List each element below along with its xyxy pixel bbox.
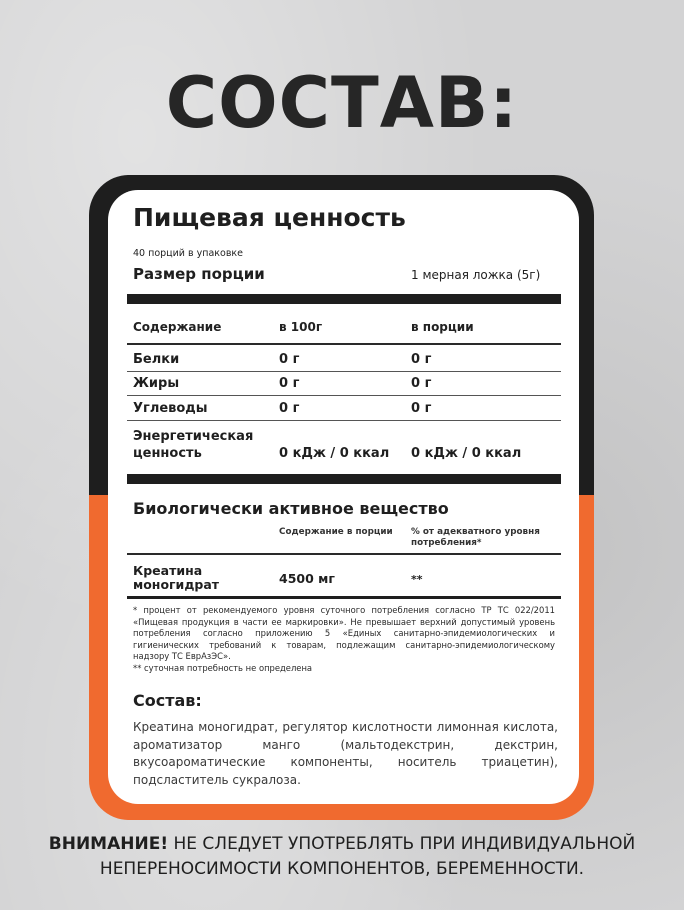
row-fat-per100: 0 г xyxy=(279,376,300,391)
composition-text: Креатина моногидрат, регулятор кислотности лимонная кислота, ароматизатор манго (мальтодекстрин, декстрин, вкусоароматические компоненты, носитель триацетин), подсластитель сукралоза. xyxy=(133,720,558,787)
warning-line-1-text: НЕ СЛЕДУЕТ УПОТРЕБЛЯТЬ ПРИ ИНДИВИДУАЛЬНОЙ xyxy=(168,834,636,854)
bio-divider xyxy=(127,553,561,555)
row-energy-per100: 0 кДж / 0 ккал xyxy=(279,446,390,461)
servings-note: 40 порций в упаковке xyxy=(133,248,244,259)
row-energy-label-2: ценность xyxy=(133,446,202,461)
footnote-note-2: ** суточная потребность не определена xyxy=(133,662,313,673)
row-divider xyxy=(127,420,561,421)
bio-title: Биологически активное вещество xyxy=(133,499,449,518)
warning-line-2: НЕПЕРЕНОСИМОСТИ КОМПОНЕНТОВ, БЕРЕМЕННОСТИ. xyxy=(99,859,585,879)
bio-name-1: Креатина xyxy=(133,563,203,578)
thick-divider xyxy=(127,474,561,484)
row-carbs-per-serving: 0 г xyxy=(411,401,432,416)
warning-text xyxy=(0,832,684,882)
thick-divider xyxy=(127,294,561,304)
bio-col-percent-2: потребления* xyxy=(411,538,482,548)
row-carbs-label: Углеводы xyxy=(133,401,208,416)
row-divider xyxy=(127,395,561,396)
row-fat-per-serving: 0 г xyxy=(411,376,432,391)
nutrition-title: Пищевая ценность xyxy=(133,203,406,232)
row-energy-per-serving: 0 кДж / 0 ккал xyxy=(411,446,522,461)
composition-title: Состав: xyxy=(133,691,202,710)
col-content-header: Содержание xyxy=(133,320,222,334)
row-protein-label: Белки xyxy=(133,352,180,367)
bio-percent: ** xyxy=(411,573,423,586)
row-protein-per-serving: 0 г xyxy=(411,352,432,367)
row-divider xyxy=(127,371,561,372)
row-protein-per100: 0 г xyxy=(279,352,300,367)
row-carbs-per100: 0 г xyxy=(279,401,300,416)
bio-col-percent-1: % от адекватного уровня xyxy=(411,527,540,537)
col-per-serving-header: в порции xyxy=(411,320,474,334)
row-fat-label: Жиры xyxy=(133,376,180,391)
bio-amount: 4500 мг xyxy=(279,571,335,586)
serving-size-value: 1 мерная ложка (5г) xyxy=(411,268,541,282)
footnote-note-1: * процент от рекомендуемого уровня суточного потребления согласно ТР ТС 022/2011 «Пищевая продукция в части ее маркировки». Не превышает верхний допустимый уровень потребления согласно приложению 5 «Единых санитарно-эпидемиологических и гигиенических требований к товарам, подлежащим санитарно-эпидемиологическому надзору ТС ЕврАзЭС». xyxy=(133,605,555,661)
bio-bottom-divider xyxy=(127,596,561,599)
bio-col-content: Содержание в порции xyxy=(279,527,393,537)
page-title: СОСТАВ: xyxy=(165,62,519,144)
warning-line-1 xyxy=(0,832,684,857)
warning-bold: ВНИМАНИЕ! xyxy=(48,834,169,854)
bio-name-2: моногидрат xyxy=(133,577,220,592)
row-energy-label-1: Энергетическая xyxy=(133,429,254,444)
header-divider xyxy=(127,343,561,345)
footnote xyxy=(133,605,555,674)
serving-size-label: Размер порции xyxy=(133,265,265,283)
col-per100-header: в 100г xyxy=(279,320,323,334)
